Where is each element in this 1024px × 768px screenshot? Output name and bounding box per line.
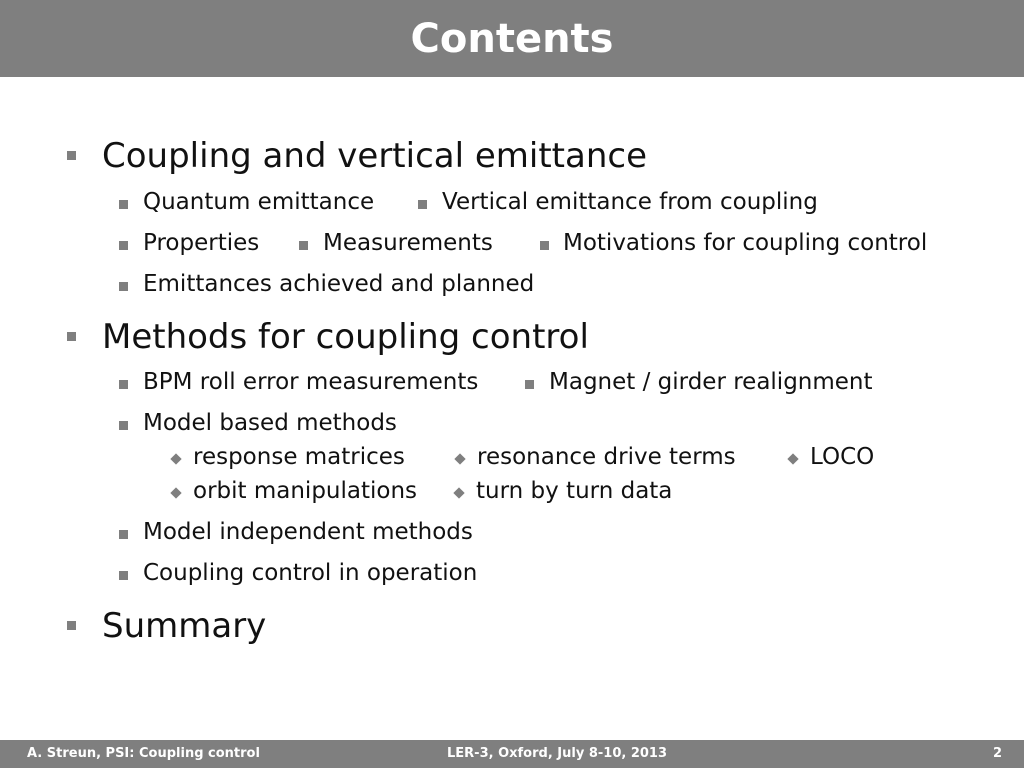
item-motivations: Motivations for coupling control: [563, 230, 928, 256]
item-loco: LOCO: [810, 444, 875, 470]
bullet-square-icon: [119, 530, 128, 539]
footer-bar: [0, 740, 1024, 768]
bullet-square-icon: [299, 241, 308, 250]
item-resonance-drive: resonance drive terms: [477, 444, 736, 470]
footer-author: A. Streun, PSI: Coupling control: [27, 746, 260, 761]
bullet-square-icon: [67, 621, 76, 630]
bullet-square-icon: [67, 151, 76, 160]
item-properties: Properties: [143, 230, 260, 256]
bullet-square-icon: [525, 380, 534, 389]
item-measurements: Measurements: [323, 230, 493, 256]
item-quantum-emittance: Quantum emittance: [143, 189, 375, 215]
item-emittances-achieved: Emittances achieved and planned: [143, 271, 535, 297]
item-orbit-manipulations: orbit manipulations: [193, 478, 418, 504]
item-summary: Summary: [102, 606, 267, 646]
item-model-independent: Model independent methods: [143, 519, 473, 545]
item-magnet-girder: Magnet / girder realignment: [549, 369, 873, 395]
item-vertical-emittance: Vertical emittance from coupling: [442, 189, 818, 215]
bullet-square-icon: [119, 241, 128, 250]
bullet-square-icon: [119, 571, 128, 580]
slide-title: Contents: [410, 15, 614, 62]
bullet-diamond-icon: [454, 453, 465, 464]
item-methods: Methods for coupling control: [102, 317, 589, 357]
item-turn-by-turn: turn by turn data: [476, 478, 673, 504]
item-coupling-operation: Coupling control in operation: [143, 560, 478, 586]
bullet-diamond-icon: [170, 453, 181, 464]
bullet-square-icon: [418, 200, 427, 209]
item-model-based: Model based methods: [143, 410, 397, 436]
item-response-matrices: response matrices: [193, 444, 405, 470]
bullet-square-icon: [119, 421, 128, 430]
bullet-square-icon: [119, 380, 128, 389]
item-coupling: Coupling and vertical emittance: [102, 136, 647, 176]
footer-event: LER-3, Oxford, July 8-10, 2013: [447, 746, 668, 761]
bullet-square-icon: [119, 282, 128, 291]
item-bpm-roll: BPM roll error measurements: [143, 369, 479, 395]
bullet-diamond-icon: [170, 487, 181, 498]
bullet-square-icon: [119, 200, 128, 209]
bullet-diamond-icon: [787, 453, 798, 464]
bullet-diamond-icon: [453, 487, 464, 498]
bullet-square-icon: [540, 241, 549, 250]
bullet-square-icon: [67, 332, 76, 341]
footer-page-number: 2: [993, 746, 1003, 761]
